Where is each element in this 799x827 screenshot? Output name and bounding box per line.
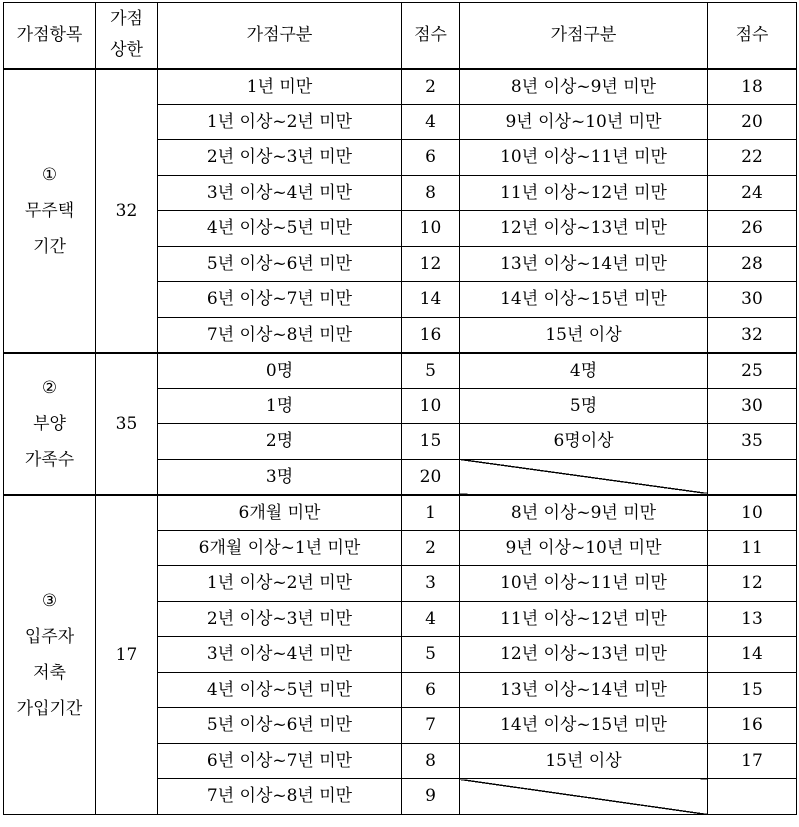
score-right: 35	[708, 424, 797, 460]
score-table	[3, 2, 797, 815]
score-right: 15	[708, 672, 797, 708]
score-right: 10	[708, 495, 797, 531]
score-left: 20	[402, 459, 460, 495]
division-left: 3명	[158, 459, 402, 495]
empty-diagonal-cell	[460, 779, 708, 815]
division-left: 7년 이상~8년 미만	[158, 779, 402, 815]
section-label	[4, 353, 96, 495]
score-right: 24	[708, 175, 797, 211]
section-cap: 17	[96, 495, 158, 815]
section-cap: 35	[96, 353, 158, 495]
score-right: 11	[708, 530, 797, 566]
division-right: 10년 이상~11년 미만	[460, 140, 708, 176]
division-right: 14년 이상~15년 미만	[460, 708, 708, 744]
score-left: 12	[402, 246, 460, 282]
score-left: 4	[402, 104, 460, 140]
division-right: 13년 이상~14년 미만	[460, 672, 708, 708]
header-score-left: 점수	[402, 3, 460, 69]
division-left: 2명	[158, 424, 402, 460]
score-left: 8	[402, 175, 460, 211]
score-right: 17	[708, 743, 797, 779]
division-right: 11년 이상~12년 미만	[460, 175, 708, 211]
header-cap	[96, 3, 158, 69]
score-left: 3	[402, 566, 460, 602]
score-left: 14	[402, 282, 460, 318]
score-right: 16	[708, 708, 797, 744]
score-left: 10	[402, 388, 460, 424]
division-left: 6년 이상~7년 미만	[158, 743, 402, 779]
division-right: 9년 이상~10년 미만	[460, 530, 708, 566]
score-left: 6	[402, 140, 460, 176]
division-left: 7년 이상~8년 미만	[158, 317, 402, 353]
score-left: 10	[402, 211, 460, 247]
division-right: 14년 이상~15년 미만	[460, 282, 708, 318]
section-label-line: 기간	[33, 236, 66, 257]
division-right: 9년 이상~10년 미만	[460, 104, 708, 140]
division-right: 13년 이상~14년 미만	[460, 246, 708, 282]
division-right: 8년 이상~9년 미만	[460, 69, 708, 105]
score-left: 16	[402, 317, 460, 353]
division-left: 5년 이상~6년 미만	[158, 246, 402, 282]
score-left: 4	[402, 601, 460, 637]
division-left: 2년 이상~3년 미만	[158, 601, 402, 637]
table-row	[4, 495, 797, 531]
division-right: 10년 이상~11년 미만	[460, 566, 708, 602]
division-left: 1년 이상~2년 미만	[158, 566, 402, 602]
table-row	[4, 69, 797, 105]
division-right: 4명	[460, 353, 708, 389]
division-right: 12년 이상~13년 미만	[460, 211, 708, 247]
division-left: 3년 이상~4년 미만	[158, 175, 402, 211]
division-right: 15년 이상	[460, 317, 708, 353]
section-label-line: 저축	[33, 662, 66, 683]
score-right: 32	[708, 317, 797, 353]
division-left: 0명	[158, 353, 402, 389]
score-left: 2	[402, 69, 460, 105]
division-right: 6명이상	[460, 424, 708, 460]
score-right: 20	[708, 104, 797, 140]
header-item: 가점항목	[4, 3, 96, 69]
score-right: 14	[708, 637, 797, 673]
score-right: 28	[708, 246, 797, 282]
header-cap-line1: 가점	[110, 9, 143, 30]
division-left: 1년 이상~2년 미만	[158, 104, 402, 140]
score-left: 7	[402, 708, 460, 744]
division-left: 1년 미만	[158, 69, 402, 105]
header-division-left: 가점구분	[158, 3, 402, 69]
score-left: 8	[402, 743, 460, 779]
section-label	[4, 495, 96, 815]
score-left: 2	[402, 530, 460, 566]
score-right: 12	[708, 566, 797, 602]
division-left: 6개월 이상~1년 미만	[158, 530, 402, 566]
header-score-right: 점수	[708, 3, 797, 69]
score-right	[708, 779, 797, 815]
score-right: 25	[708, 353, 797, 389]
division-left: 6년 이상~7년 미만	[158, 282, 402, 318]
section-label-line: 무주택	[24, 200, 75, 221]
division-left: 4년 이상~5년 미만	[158, 211, 402, 247]
score-table-body	[4, 3, 797, 815]
score-left: 5	[402, 637, 460, 673]
division-right: 15년 이상	[460, 743, 708, 779]
section-label-line: ③	[41, 590, 58, 611]
division-left: 4년 이상~5년 미만	[158, 672, 402, 708]
division-right: 12년 이상~13년 미만	[460, 637, 708, 673]
score-left: 1	[402, 495, 460, 531]
section-label-line: 입주자	[24, 626, 75, 647]
empty-diagonal-cell	[460, 459, 708, 495]
score-right: 18	[708, 69, 797, 105]
section-label	[4, 69, 96, 353]
score-right: 30	[708, 282, 797, 318]
score-right: 26	[708, 211, 797, 247]
section-label-line: 부양	[33, 413, 66, 434]
score-right	[708, 459, 797, 495]
division-right: 5명	[460, 388, 708, 424]
score-right: 30	[708, 388, 797, 424]
table-row	[4, 353, 797, 389]
header-division-right: 가점구분	[460, 3, 708, 69]
section-label-line: 가입기간	[16, 698, 83, 719]
section-cap: 32	[96, 69, 158, 353]
score-right: 22	[708, 140, 797, 176]
division-right: 11년 이상~12년 미만	[460, 601, 708, 637]
score-right: 13	[708, 601, 797, 637]
score-left: 9	[402, 779, 460, 815]
division-left: 6개월 미만	[158, 495, 402, 531]
score-left: 6	[402, 672, 460, 708]
score-left: 5	[402, 353, 460, 389]
division-left: 1명	[158, 388, 402, 424]
division-left: 2년 이상~3년 미만	[158, 140, 402, 176]
section-label-line: 가족수	[24, 449, 75, 470]
division-right: 8년 이상~9년 미만	[460, 495, 708, 531]
section-label-line: ②	[41, 377, 58, 398]
score-left: 15	[402, 424, 460, 460]
header-cap-line2: 상한	[110, 40, 143, 61]
division-left: 5년 이상~6년 미만	[158, 708, 402, 744]
division-left: 3년 이상~4년 미만	[158, 637, 402, 673]
header-row	[4, 3, 797, 69]
section-label-line: ①	[41, 164, 58, 185]
